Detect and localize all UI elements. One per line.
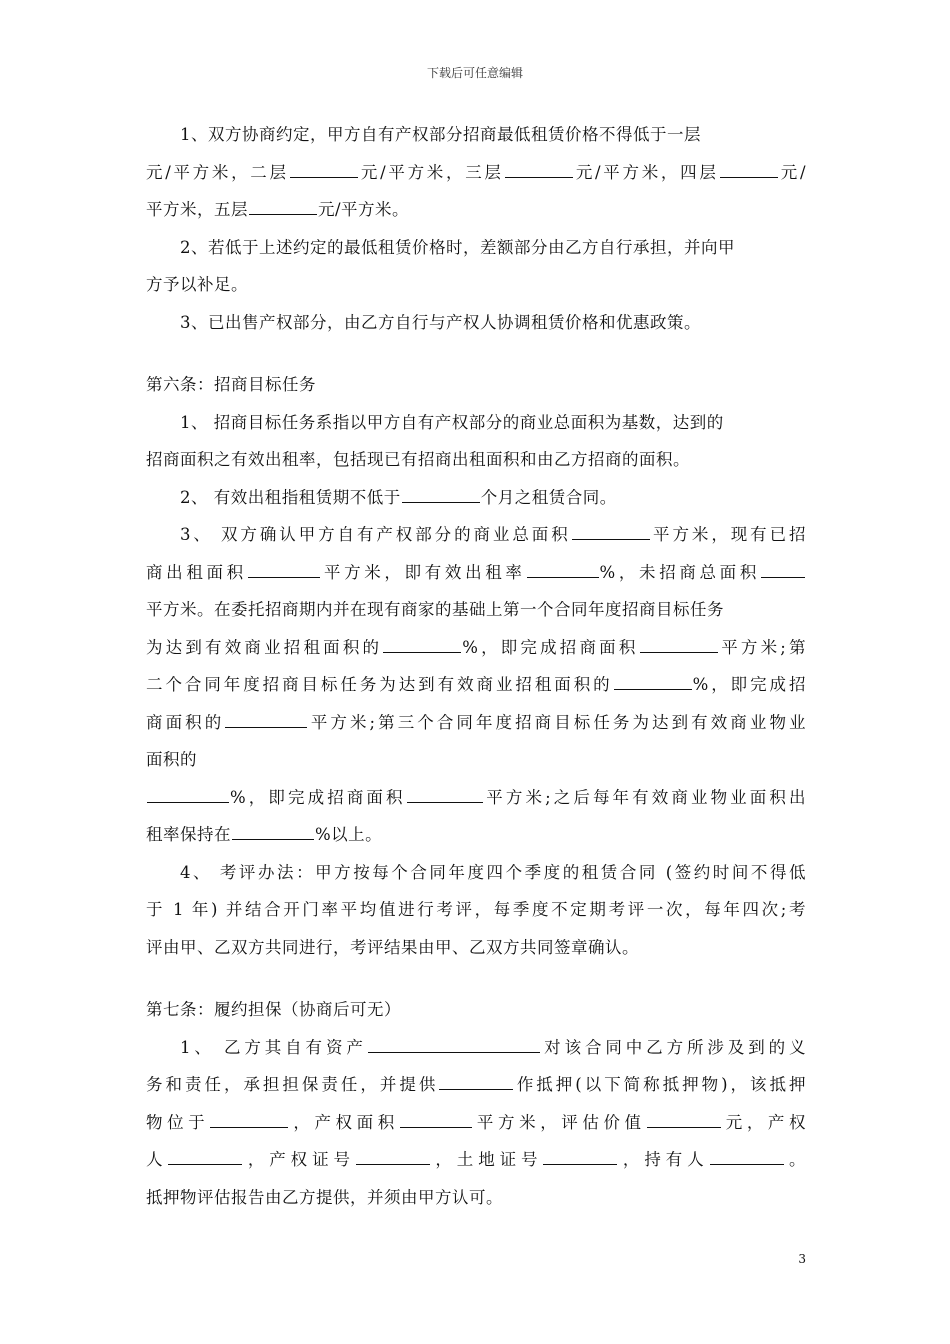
fill-blank xyxy=(402,486,480,503)
art7-item-1-line-4: 人 ，产权证号 ，土地证号 ，持有人 。 xyxy=(146,1150,806,1169)
fill-blank xyxy=(147,786,229,803)
fill-blank xyxy=(720,161,778,178)
fill-blank xyxy=(210,1111,288,1128)
fill-blank xyxy=(710,1148,784,1165)
fill-blank xyxy=(232,823,314,840)
art6-item-3-line-5: 二个合同年度招商目标任务为达到有效商业招租面积的 %，即完成招 xyxy=(146,675,806,694)
fill-blank xyxy=(368,1036,540,1053)
fill-blank xyxy=(290,161,358,178)
section-gap xyxy=(146,341,806,366)
art6-item-3-line-2: 商出租面积 平方米，即有效出租率 %，未招商总面积 xyxy=(146,554,806,592)
art6-item-4-line-2: 于 1 年) 并结合开门率平均值进行考评，每季度不定期考评一次，每年四次;考 xyxy=(146,900,806,919)
art6-item-4-line-3: 评由甲、乙双方共同进行，考评结果由甲、乙双方共同签章确认。 xyxy=(146,937,639,957)
fill-blank xyxy=(505,161,573,178)
fill-blank xyxy=(543,1148,617,1165)
art7-item-1-line-2: 务和责任，承担担保责任，并提供 作抵押(以下简称抵押物)，该抵押 xyxy=(146,1075,806,1094)
art7-item-1-line-1: 1、 乙方其自有资产 对该合同中乙方所涉及到的义 xyxy=(180,1037,806,1057)
art7-item-1-line-3: 物位于 ，产权面积 平方米，评估价值 元，产权 xyxy=(146,1112,806,1132)
page-header-note: 下载后可任意编辑 xyxy=(426,66,523,80)
fill-blank xyxy=(249,198,317,215)
page-number: 3 xyxy=(798,1252,806,1266)
art6-item-1-line-1: 1、 招商目标任务系指以甲方自有产权部分的商业总面积为基数，达到的 xyxy=(180,412,724,432)
clause-3-line-1: 3、已出售产权部分，由乙方自行与产权人协调租赁价格和优惠政策。 xyxy=(180,312,701,332)
art7-item-1-line-5: 抵押物评估报告由乙方提供，并须由甲方认可。 xyxy=(146,1187,503,1207)
art6-item-2: 2、 有效出租指租赁期不低于 个月之租赁合同。 xyxy=(180,487,617,507)
art6-item-3-line-7: 面积的 xyxy=(146,750,197,769)
section-title-6: 第六条：招商目标任务 xyxy=(146,375,316,394)
art6-item-4-line-1: 4、 考评办法：甲方按每个合同年度四个季度的租赁合同 (签约时间不得低 xyxy=(180,862,806,882)
art6-item-1-line-2: 招商面积之有效出租率，包括现已有招商出租面积和由乙方招商的面积。 xyxy=(146,450,690,469)
clause-2-line-2: 方予以补足。 xyxy=(146,275,248,294)
art6-item-3-line-4: 为达到有效商业招租面积的 %，即完成招商面积 平方米;第 xyxy=(146,637,806,657)
fill-blank xyxy=(225,711,307,728)
fill-blank xyxy=(527,561,599,578)
fill-blank xyxy=(640,636,718,653)
fill-blank xyxy=(248,561,320,578)
fill-blank xyxy=(383,636,461,653)
fill-blank xyxy=(439,1073,513,1090)
art6-item-3-line-6: 商面积的 平方米;第三个合同年度招商目标任务为达到有效商业物业 xyxy=(146,712,806,732)
fill-blank xyxy=(400,1111,472,1128)
clause-1-line-1: 1、双方协商约定，甲方自有产权部分招商最低租赁价格不得低于一层 xyxy=(180,125,701,144)
fill-blank xyxy=(761,561,805,578)
section-gap xyxy=(146,966,806,991)
art6-item-3-line-3: 平方米。在委托招商期内并在现有商家的基础上第一个合同年度招商目标任务 xyxy=(146,600,724,619)
clause-1-line-3: 平方米，五层 元/平方米。 xyxy=(146,200,410,219)
art6-item-3-line-8: %，即完成招商面积 平方米;之后每年有效商业物业面积出 xyxy=(146,779,806,817)
clause-1-line-2: 元/平方米，二层 元/平方米，三层 元/平方米，四层 元/ xyxy=(146,162,806,182)
fill-blank xyxy=(356,1148,430,1165)
clause-2-line-1: 2、若低于上述约定的最低租赁价格时，差额部分由乙方自行承担，并向甲 xyxy=(180,237,735,257)
fill-blank xyxy=(168,1148,242,1165)
art6-item-3-line-1: 3、 双方确认甲方自有产权部分的商业总面积 平方米，现有已招 xyxy=(180,525,806,544)
art6-item-3-line-9: 租率保持在 %以上。 xyxy=(146,825,383,844)
fill-blank xyxy=(407,786,483,803)
fill-blank xyxy=(572,523,650,540)
fill-blank xyxy=(614,673,692,690)
section-title-7: 第七条：履约担保（协商后可无） xyxy=(146,1000,401,1019)
contract-body xyxy=(146,116,806,1216)
fill-blank xyxy=(647,1111,721,1128)
